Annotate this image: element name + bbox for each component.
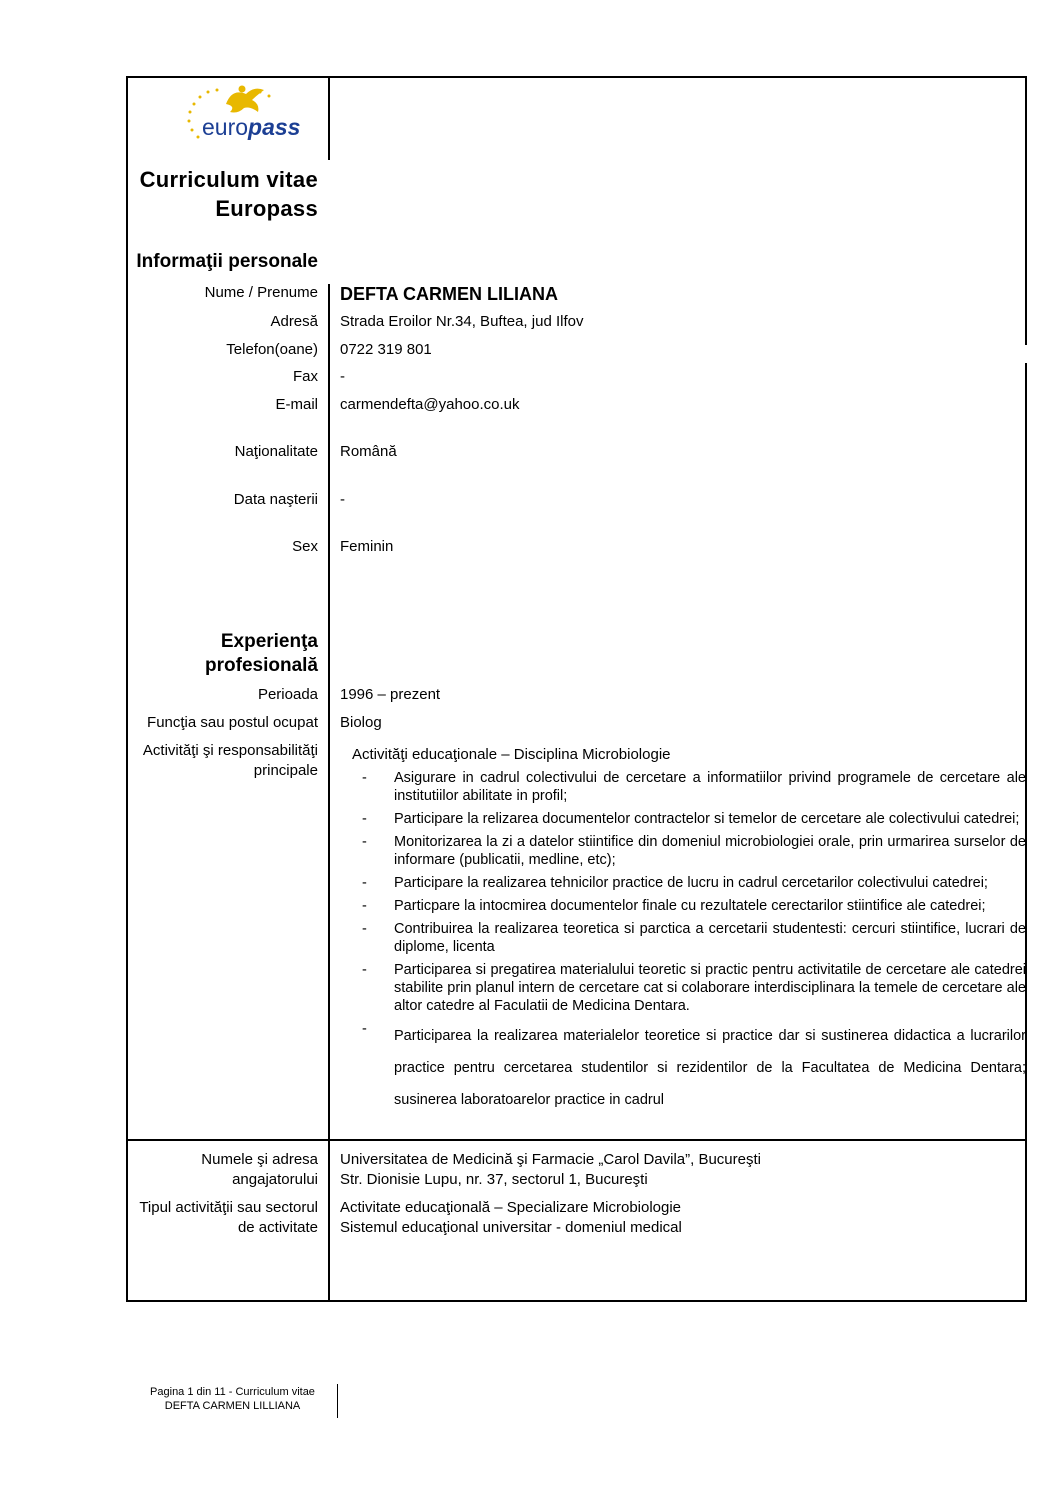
activity-text: Participarea la realizarea materialelor teoretice si practice dar si sustinerea didactica a lucrarilor practice pentru cercetarea studentilor si rezidentilor de la Facultatea de Medicina Dentara; susinerea laboratoarelor practice in cadrul xyxy=(394,1028,1026,1108)
fax-value: - xyxy=(340,368,345,385)
phone-value: 0722 319 801 xyxy=(340,341,432,358)
experience-section-title-line1: Experienţa xyxy=(220,631,318,652)
sector-label-line1: Tipul activităţii sau sectorul xyxy=(139,1199,318,1216)
sector-value-line1: Activitate educaţională – Specializare Microbiologie xyxy=(340,1199,682,1216)
europass-logo xyxy=(180,82,308,146)
email-value[interactable]: carmendefta@yahoo.co.uk xyxy=(340,396,520,413)
footer-line1: Pagina 1 din 11 - Curriculum vitae xyxy=(150,1386,315,1398)
list-item: - Participare la relizarea documentelor contractelor si temelor de cercetare ale colectivului catedrei; xyxy=(362,811,1020,827)
activity-text: Contribuirea la realizarea teoretica si parctica a cercetarii studentesti: cercuri stiintifice, lucrari de diplome, licenta xyxy=(394,921,1026,955)
logo-text-euro: euro xyxy=(202,114,249,140)
address-label: Adresă xyxy=(270,313,318,330)
sector-value-line2: Sistemul educaţional universitar - domeniul medical xyxy=(340,1219,682,1236)
cv-title-line2: Europass xyxy=(215,196,318,221)
position-label: Funcţia sau postul ocupat xyxy=(147,714,318,731)
section-divider xyxy=(126,1139,1027,1141)
activity-text: Participarea si pregatirea materialului teoretic si practic pentru activitatile de cercetare ale catedrei stabilite prin planul intern de cercetare cat si colaborare interdisciplinara la temele de cercetare ale altor catedre al Faculatii de Medicina Dentara. xyxy=(394,962,1026,1014)
activities-heading: Activităţi educaţionale – Disciplina Microbiologie xyxy=(352,746,671,763)
email-label: E-mail xyxy=(275,396,318,413)
nationality-label: Naţionalitate xyxy=(234,443,318,460)
sex-label: Sex xyxy=(292,538,318,555)
list-item: - Participarea la realizarea materialelor teoretice si practice dar si sustinerea didactica a lucrarilor practice pentru cercetarea studentilor si rezidentilor de la Facultatea de Medicina Dentara; susinerea laboratoarelor practice in cadrul xyxy=(362,1021,1026,1108)
list-item: - Particpare la intocmirea documentelor finale cu rezultatele cerectarilor stiintifice ale catedrei; xyxy=(362,898,986,914)
position-value: Biolog xyxy=(340,714,382,731)
period-label: Perioada xyxy=(257,686,318,703)
name-label: Nume / Prenume xyxy=(204,284,318,301)
address-value: Strada Eroilor Nr.34, Buftea, jud Ilfov xyxy=(340,313,584,330)
sector-label-line2: de activitate xyxy=(237,1219,318,1236)
list-item: - Participarea si pregatirea materialului teoretic si practic pentru activitatile de cercetare ale catedrei stabilite prin planul intern de cercetare cat si colaborare interdisciplinara la temele de cercetare ale altor catedre al Faculatii de Medicina Dentara. xyxy=(362,962,1026,1014)
activities-label-line1: Activităţi şi responsabilităţi xyxy=(142,742,318,759)
frame-gap xyxy=(1025,345,1029,363)
list-item: - Monitorizarea la zi a datelor stiintifice din domeniul microbiologiei orale, prin urmarirea surselor de informare (publicatii, medline, etc); xyxy=(362,834,1026,868)
activity-text: Participare la relizarea documentelor contractelor si temelor de cercetare ale colectivului catedrei; xyxy=(394,811,1020,827)
employer-value-line2: Str. Dionisie Lupu, nr. 37, sectorul 1, Bucureşti xyxy=(340,1171,648,1188)
name-value: DEFTA CARMEN LILIANA xyxy=(340,284,558,304)
logo-divider xyxy=(328,76,330,160)
phone-label: Telefon(oane) xyxy=(226,341,318,358)
nationality-value: Română xyxy=(340,443,397,460)
birth-label: Data naşterii xyxy=(233,491,318,508)
footer-divider xyxy=(337,1384,338,1418)
employer-label-line2: angajatorului xyxy=(232,1171,318,1188)
list-item: - Participare la realizarea tehnicilor practice de lucru in cadrul cercetarilor colectivului catedrei; xyxy=(362,875,988,891)
fax-label: Fax xyxy=(292,368,318,385)
logo-text-pass: pass xyxy=(248,114,301,140)
activity-text: Monitorizarea la zi a datelor stiintifice din domeniul microbiologiei orale, prin urmarirea surselor de informare (publicatii, medline, etc); xyxy=(394,834,1026,868)
activities-label-line2: principale xyxy=(253,762,318,779)
activities-list xyxy=(340,769,1026,1121)
list-item: - Asigurare in cadrul colectivului de cercetare a informatiilor privind programele de cercetare ale institutiilor abilitate in profil; xyxy=(362,770,1026,804)
personal-section-title: Informaţii personale xyxy=(136,251,318,272)
column-divider xyxy=(328,284,330,1302)
footer-line2: DEFTA CARMEN LILLIANA xyxy=(164,1400,301,1412)
activity-text: Participare la realizarea tehnicilor practice de lucru in cadrul cercetarilor colectivului catedrei; xyxy=(394,875,988,891)
activity-text: Particpare la intocmirea documentelor finale cu rezultatele cerectarilor stiintifice ale catedrei; xyxy=(394,898,986,914)
logo-text xyxy=(202,114,300,141)
list-item: - Contribuirea la realizarea teoretica si parctica a cercetarii studentesti: cercuri stiintifice, lucrari de diplome, licenta xyxy=(362,921,1026,955)
activity-text: Asigurare in cadrul colectivului de cercetare a informatiilor privind programele de cercetare ale institutiilor abilitate in profil; xyxy=(394,770,1026,804)
period-value: 1996 – prezent xyxy=(340,686,441,703)
experience-section-title-line2: profesională xyxy=(205,655,318,676)
birth-value: - xyxy=(340,491,345,508)
cv-title-line1: Curriculum vitae xyxy=(139,167,318,192)
page-footer xyxy=(140,1385,325,1413)
employer-label-line1: Numele şi adresa xyxy=(201,1151,318,1168)
sex-value: Feminin xyxy=(340,538,394,555)
employer-value-line1: Universitatea de Medicină şi Farmacie „Carol Davila”, Bucureşti xyxy=(340,1151,761,1168)
